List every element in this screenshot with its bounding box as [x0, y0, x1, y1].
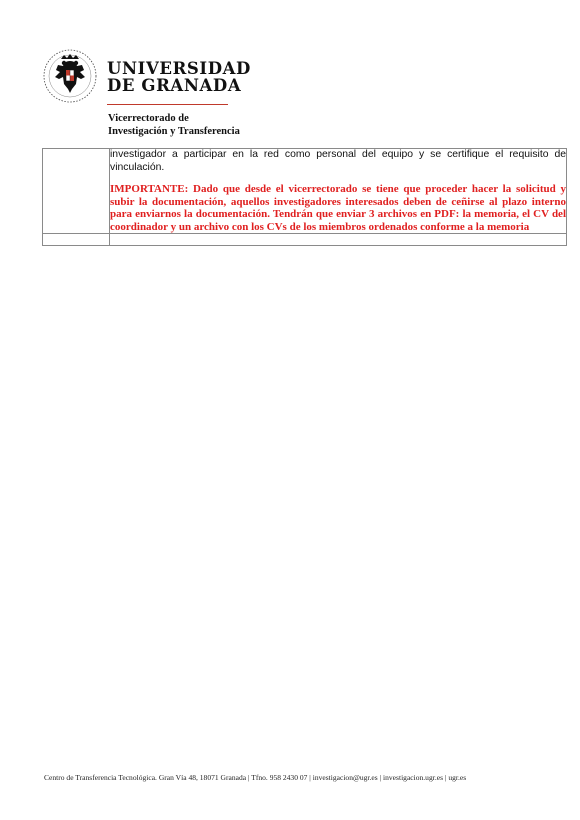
university-name-line1: UNIVERSIDAD	[107, 59, 251, 78]
table-row	[43, 234, 567, 246]
requirement-text: investigador a participar en la red como personal del equipo y se certifique el requisito de vinculación.	[110, 149, 566, 173]
table-cell-empty	[43, 149, 110, 234]
header-divider	[107, 104, 228, 105]
university-name	[107, 60, 251, 94]
page-footer: Centro de Transferencia Tecnológica. Gran Vía 48, 18071 Granada | Tfno. 958 2430 07 | investigacion@ugr.es | investigacion.ugr.es | ugr.es	[44, 773, 467, 782]
vicerrectorado-line2: Investigación y Transferencia	[108, 126, 240, 137]
table-cell-empty	[110, 234, 567, 246]
table-cell-empty	[43, 234, 110, 246]
vicerrectorado-line1: Vicerrectorado de	[108, 113, 189, 124]
important-notice: IMPORTANTE: Dado que desde el vicerrectorado se tiene que proceder hacer la solicitud y subir la documentación, aquellos investigadores interesados deben de ceñirse al plazo interno para enviarnos la documentación. Tendrán que enviar 3 archivos en PDF: la memoria, el CV del coordinador y un archivo con los CVs de los miembros ordenados conforme a la memoria	[110, 183, 566, 233]
table-cell-text	[110, 149, 567, 234]
table-row	[43, 149, 567, 234]
content-table	[42, 148, 567, 246]
university-name-line2: DE GRANADA	[107, 76, 242, 95]
vicerrectorado-title	[108, 112, 240, 138]
university-crest-icon	[42, 46, 100, 106]
